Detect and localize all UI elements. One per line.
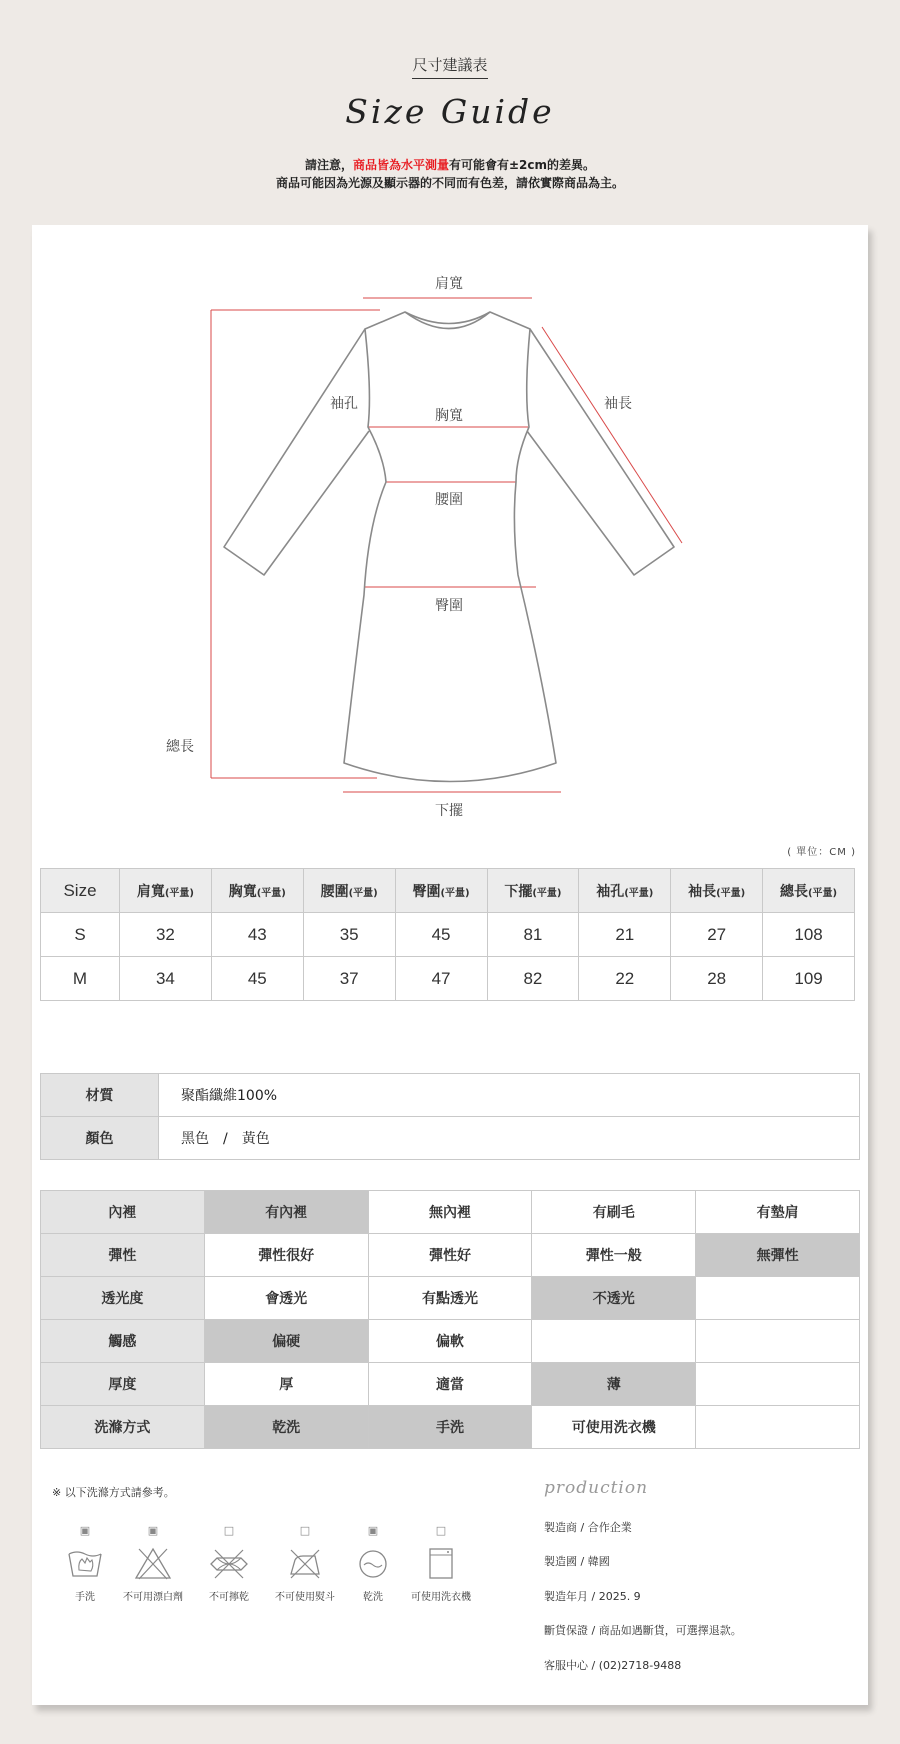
hand-wash-icon xyxy=(65,1546,105,1582)
dress-illustration xyxy=(32,225,868,845)
production-line: 製造國 / 韓國 xyxy=(544,1555,610,1568)
attribute-option xyxy=(696,1406,860,1449)
attribute-option: 無內裡 xyxy=(368,1191,532,1234)
attribute-option-selected: 有內裡 xyxy=(204,1191,368,1234)
color-row xyxy=(41,1117,860,1160)
notice-line-1: 請注意，商品皆為水平測量有可能會有±2cm的差異。 xyxy=(304,158,596,172)
attribute-label: 厚度 xyxy=(41,1363,205,1406)
attribute-label: 彈性 xyxy=(41,1234,205,1277)
size-cell: 108 xyxy=(763,913,855,957)
care-checkbox: ▣ xyxy=(79,1524,91,1537)
size-header-cell: 總長(平量) xyxy=(763,869,855,913)
label-shoulder: 肩寬 xyxy=(435,276,463,292)
no-wring-icon xyxy=(209,1546,249,1582)
attribute-row xyxy=(41,1191,860,1234)
dry-clean-icon xyxy=(353,1546,393,1582)
size-cell: S xyxy=(41,913,120,957)
size-guide-card xyxy=(32,225,868,1705)
size-table-header xyxy=(41,869,855,913)
washing-machine-icon xyxy=(421,1546,461,1582)
attribute-option xyxy=(532,1320,696,1363)
no-bleach-icon xyxy=(133,1546,173,1582)
material-label: 材質 xyxy=(41,1074,159,1117)
attribute-row xyxy=(41,1277,860,1320)
attribute-option xyxy=(696,1277,860,1320)
attribute-option: 厚 xyxy=(204,1363,368,1406)
material-row xyxy=(41,1074,860,1117)
production-line: 斷貨保證 / 商品如遇斷貨，可選擇退款。 xyxy=(544,1624,742,1637)
size-header-cell: 腰圍(平量) xyxy=(303,869,395,913)
size-cell: 27 xyxy=(671,913,763,957)
garment-diagram xyxy=(32,225,868,845)
attribute-option-selected: 乾洗 xyxy=(204,1406,368,1449)
attribute-row xyxy=(41,1320,860,1363)
attribute-label: 觸感 xyxy=(41,1320,205,1363)
unit-label: ( 單位：CM ) xyxy=(787,847,856,858)
attribute-option xyxy=(696,1363,860,1406)
attribute-option-selected: 手洗 xyxy=(368,1406,532,1449)
notice-line-2: 商品可能因為光源及顯示器的不同而有色差，請依實際商品為主。 xyxy=(275,176,624,190)
care-checkbox: ▣ xyxy=(367,1524,379,1537)
production-line: 製造年月 / 2025. 9 xyxy=(544,1590,641,1603)
attribute-label: 內裡 xyxy=(41,1191,205,1234)
size-cell: 22 xyxy=(579,957,671,1001)
attribute-option xyxy=(696,1320,860,1363)
attribute-option: 適當 xyxy=(368,1363,532,1406)
label-waist: 腰圍 xyxy=(435,492,463,508)
care-item-washing-machine: □ 可使用洗衣機 xyxy=(396,1524,486,1603)
size-cell: 43 xyxy=(211,913,303,957)
attribute-option: 有點透光 xyxy=(368,1277,532,1320)
table-row xyxy=(41,913,855,957)
size-cell: 45 xyxy=(211,957,303,1001)
attribute-row xyxy=(41,1234,860,1277)
attribute-table xyxy=(40,1190,860,1449)
size-cell: 35 xyxy=(303,913,395,957)
care-checkbox: □ xyxy=(223,1524,235,1537)
attribute-option-selected: 不透光 xyxy=(532,1277,696,1320)
attribute-row xyxy=(41,1363,860,1406)
no-iron-icon xyxy=(285,1546,325,1582)
color-value: 黑色 / 黃色 xyxy=(159,1117,860,1160)
attribute-label: 洗滌方式 xyxy=(41,1406,205,1449)
care-symbols xyxy=(42,1524,482,1624)
attribute-option-selected: 偏硬 xyxy=(204,1320,368,1363)
color-label: 顏色 xyxy=(41,1117,159,1160)
attribute-option: 彈性好 xyxy=(368,1234,532,1277)
material-value: 聚酯纖維100% xyxy=(159,1074,860,1117)
header xyxy=(0,0,900,225)
attribute-option: 會透光 xyxy=(204,1277,368,1320)
care-item-hand-wash: ▣ 手洗 xyxy=(40,1524,130,1603)
notice-highlight: 商品皆為水平測量 xyxy=(352,158,449,172)
dress-right-sleeve xyxy=(527,329,674,575)
attribute-label: 透光度 xyxy=(41,1277,205,1320)
notice xyxy=(0,156,900,192)
attribute-option: 彈性一般 xyxy=(532,1234,696,1277)
attribute-option: 偏軟 xyxy=(368,1320,532,1363)
size-header-cell: 臀圍(平量) xyxy=(395,869,487,913)
size-cell: 47 xyxy=(395,957,487,1001)
page-title: Size Guide xyxy=(345,92,555,131)
dress-body-outline xyxy=(344,312,556,782)
label-hem: 下擺 xyxy=(435,803,463,819)
attribute-option-selected: 無彈性 xyxy=(696,1234,860,1277)
size-cell: 82 xyxy=(487,957,579,1001)
care-item-no-iron: □ 不可使用熨斗 xyxy=(260,1524,350,1603)
care-item-no-wring: □ 不可擰乾 xyxy=(184,1524,274,1603)
attribute-option: 彈性很好 xyxy=(204,1234,368,1277)
material-table xyxy=(40,1073,860,1160)
label-armhole: 袖孔 xyxy=(330,396,358,412)
production-title: production xyxy=(544,1478,649,1498)
label-length: 總長 xyxy=(166,739,194,755)
size-cell: 109 xyxy=(763,957,855,1001)
size-header-cell: Size xyxy=(41,869,120,913)
dress-left-sleeve xyxy=(224,329,369,575)
size-cell: M xyxy=(41,957,120,1001)
attribute-row xyxy=(41,1406,860,1449)
size-cell: 37 xyxy=(303,957,395,1001)
attribute-option-selected: 薄 xyxy=(532,1363,696,1406)
care-item-dry-clean: ▣ 乾洗 xyxy=(328,1524,418,1603)
size-header-cell: 肩寬(平量) xyxy=(120,869,212,913)
size-table xyxy=(40,868,855,1001)
size-cell: 28 xyxy=(671,957,763,1001)
label-sleeve: 袖長 xyxy=(604,396,632,412)
label-hip: 臀圍 xyxy=(435,598,463,614)
attribute-option: 有刷毛 xyxy=(532,1191,696,1234)
label-chest: 胸寬 xyxy=(435,408,463,424)
sleeve-measure-line xyxy=(542,327,682,543)
size-cell: 32 xyxy=(120,913,212,957)
size-cell: 45 xyxy=(395,913,487,957)
dress-neckline xyxy=(405,312,490,324)
care-checkbox: □ xyxy=(435,1524,447,1537)
production-line: 製造商 / 合作企業 xyxy=(544,1521,632,1534)
care-checkbox: □ xyxy=(299,1524,311,1537)
size-header-cell: 下擺(平量) xyxy=(487,869,579,913)
table-row xyxy=(41,957,855,1001)
attribute-option: 有墊肩 xyxy=(696,1191,860,1234)
sub-title: 尺寸建議表 xyxy=(0,54,900,79)
care-checkbox: ▣ xyxy=(147,1524,159,1537)
production-line: 客服中心 / (02)2718-9488 xyxy=(544,1659,682,1672)
size-cell: 21 xyxy=(579,913,671,957)
care-note: ※ 以下洗滌方式請參考。 xyxy=(52,1486,175,1499)
attribute-option: 可使用洗衣機 xyxy=(532,1406,696,1449)
care-item-no-bleach: ▣ 不可用漂白劑 xyxy=(108,1524,198,1603)
size-cell: 34 xyxy=(120,957,212,1001)
size-header-cell: 袖孔(平量) xyxy=(579,869,671,913)
size-header-cell: 胸寬(平量) xyxy=(211,869,303,913)
size-cell: 81 xyxy=(487,913,579,957)
size-header-cell: 袖長(平量) xyxy=(671,869,763,913)
